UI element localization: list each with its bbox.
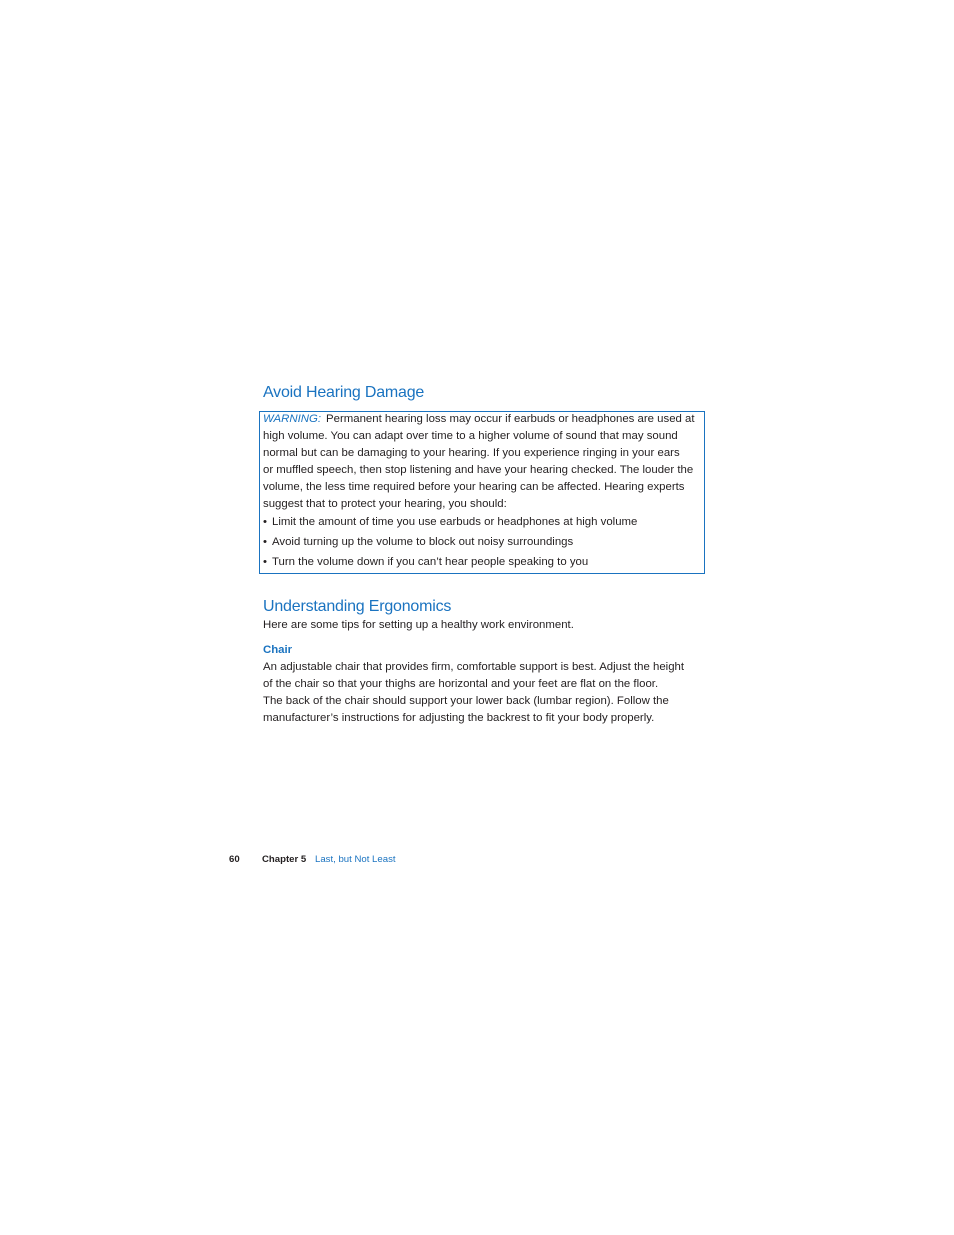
warning-line: suggest that to protect your hearing, you should: [263,498,507,510]
bullet-icon: • [263,516,267,528]
body-line: manufacturer’s instructions for adjusting the backrest to fit your body properly. [263,712,655,724]
body-line: of the chair so that your thighs are horizontal and your feet are flat on the floor. [263,678,659,690]
page-number: 60 [229,854,240,865]
warning-line: volume, the less time required before your hearing can be affected. Hearing experts [263,481,685,493]
list-item-text: Limit the amount of time you use earbuds or headphones at high volume [272,516,638,528]
warning-text: Permanent hearing loss may occur if earbuds or headphones are used at [326,413,695,425]
chapter-label: Chapter 5 [262,854,307,865]
warning-line: high volume. You can adapt over time to a higher volume of sound that may sound [263,430,678,442]
list-item [263,534,573,551]
warning-line [263,411,695,428]
intro-text: Here are some tips for setting up a healthy work environment. [263,619,574,631]
list-item [263,554,588,571]
subheading-chair: Chair [263,644,293,656]
list-item [263,514,637,531]
body-line: The back of the chair should support your lower back (lumbar region). Follow the [263,695,669,707]
body-line: An adjustable chair that provides firm, comfortable support is best. Adjust the height [263,661,685,673]
bullet-icon: • [263,556,267,568]
list-item-text: Avoid turning up the volume to block out noisy surroundings [272,536,574,548]
section-heading-ergonomics: Understanding Ergonomics [263,598,452,615]
warning-line: normal but can be damaging to your hearing. If you experience ringing in your ears [263,447,680,459]
list-item-text: Turn the volume down if you can’t hear people speaking to you [272,556,589,568]
bullet-icon: • [263,536,267,548]
warning-line: or muffled speech, then stop listening and have your hearing checked. The louder the [263,464,694,476]
chapter-title: Last, but Not Least [315,854,396,865]
warning-label: WARNING: [263,413,322,425]
section-heading-hearing: Avoid Hearing Damage [263,384,425,401]
